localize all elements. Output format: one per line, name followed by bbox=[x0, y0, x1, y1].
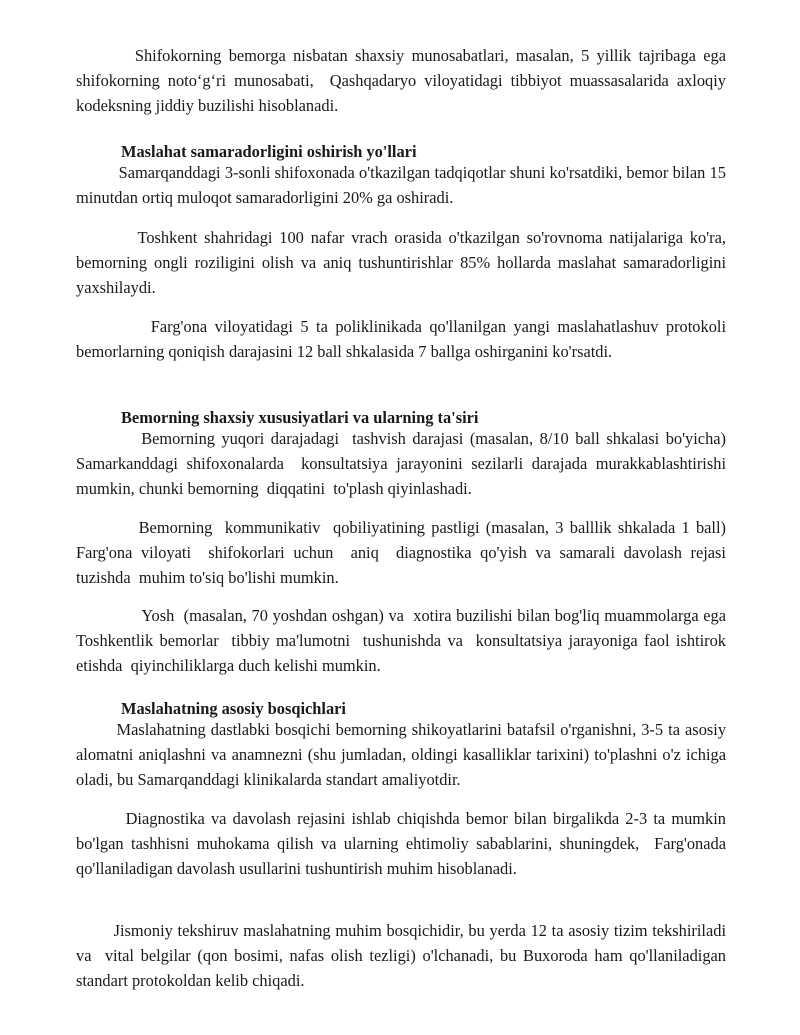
section-heading-1: Maslahat samaradorligini oshirish yo'llari bbox=[121, 142, 417, 161]
section-heading-3: Maslahatning asosiy bosqichlari bbox=[121, 699, 346, 718]
paragraph-2: Samarqanddagi 3-sonli shifoxonada o'tkazilgan tadqiqotlar shuni ko'rsatdiki, bemor bilan 15 minutdan ortiq muloqot samaradorligini 20% ga oshiradi. bbox=[76, 163, 731, 207]
paragraph-3: Toshkent shahridagi 100 nafar vrach orasida o'tkazilgan so'rovnoma natijalariga ko'ra, bemorning ongli roziligini olish va aniq tushuntirishlar 85% hollarda maslahat samaradorligini yaxshilaydi. bbox=[76, 228, 731, 297]
paragraph-10: Jismoniy tekshiruv maslahatning muhim bosqichidir, bu yerda 12 ta asosiy tizim tekshiriladi va vital belgilar (qon bosimi, nafas olish tezligi) o'lchanadi, bu Buxoroda ham qo'llaniladigan standart protokoldan kelib chiqadi. bbox=[76, 921, 731, 990]
paragraph-6: Bemorning kommunikativ qobiliyatining pastligi (masalan, 3 balllik shkalada 1 ball) Farg'ona viloyati shifokorlari uchun aniq diagnostika qo'yish va samarali davolash rejasi tuzishda muhim to'siq bo'lishi mumkin. bbox=[76, 518, 735, 587]
paragraph-8: Maslahatning dastlabki bosqichi bemorning shikoyatlarini batafsil o'rganishni, 3-5 ta asosiy alomatni aniqlashni va anamnezni (shu jumladan, oldingi kasalliklar tarixini) to'plashni o'z ichiga oladi, bu Samarqanddagi klinikalarda standart amaliyotdir. bbox=[76, 720, 731, 789]
paragraph-1: Shifokorning bemorga nisbatan shaxsiy munosabatlari, masalan, 5 yillik tajribaga ega shifokorning noto‘g‘ri munosabati, Qashqadaryo viloyatidagi tibbiyot muassasalarida axloqiy kodeksning jiddiy buzilishi hisoblanadi. bbox=[76, 46, 731, 115]
paragraph-7: Yosh (masalan, 70 yoshdan oshgan) va xotira buzilishi bilan bog'liq muammolarga ega Toshkentlik bemorlar tibbiy ma'lumotni tushunishda va konsultatsiya jarayoniga faol ishtirok etishda qiyinchiliklarga duch kelishi mumkin. bbox=[76, 606, 731, 675]
section-heading-2: Bemorning shaxsiy xususiyatlari va ularning ta'siri bbox=[121, 408, 479, 427]
paragraph-9: Diagnostika va davolash rejasini ishlab chiqishda bemor bilan birgalikda 2-3 ta mumkin bo'lgan tashhisni muhokama qilish va ularning ehtimoliy sabablarini, shuningdek, Farg'onada qo'llaniladigan davolash usullarini tushuntirish muhim hisoblanadi. bbox=[76, 809, 731, 878]
paragraph-5: Bemorning yuqori darajadagi tashvish darajasi (masalan, 8/10 ball shkalasi bo'yicha) Samarkanddagi shifoxonalarda konsultatsiya jarayonini sezilarli darajada murakkablashtirishi mumkin, chunki bemorning diqqatini to'plash qiyinlashadi. bbox=[76, 429, 731, 498]
paragraph-4: Farg'ona viloyatidagi 5 ta poliklinikada qo'llanilgan yangi maslahatlashuv protokoli bemorlarning qoniqish darajasini 12 ball shkalasida 7 ballga oshirganini ko'rsatdi. bbox=[76, 317, 731, 361]
